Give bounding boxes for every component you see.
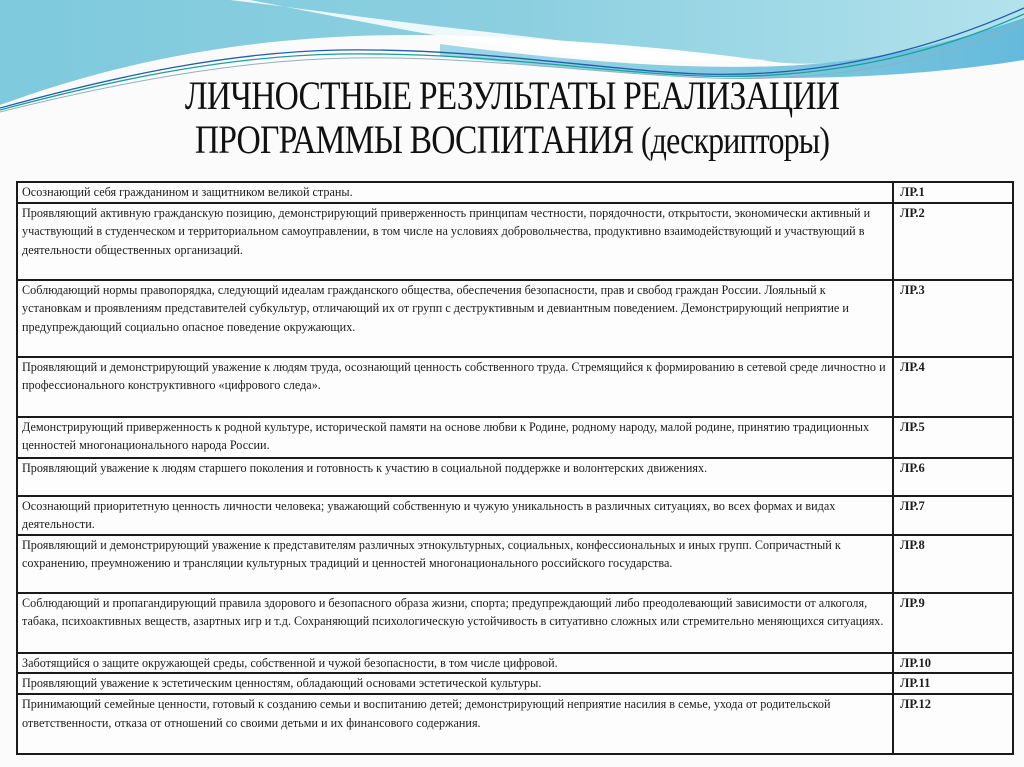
table-row (17, 203, 1013, 280)
table-row (17, 182, 1013, 203)
row-code: ЛР.5 (893, 417, 1013, 458)
row-code: ЛР.11 (893, 673, 1013, 694)
table-row (17, 653, 1013, 674)
table-row (17, 496, 1013, 535)
personal-results-table (16, 181, 1014, 755)
slide-title-line-2-suffix: (дескрипторы) (640, 120, 830, 162)
table-row (17, 417, 1013, 458)
row-code: ЛР.2 (893, 203, 1013, 280)
row-description: Проявляющий и демонстрирующий уважение к людям труда, осознающий ценность собственного труда. Стремящийся к формированию в сетевой среде личностно и профессионального конструктивного «цифрового следа». (17, 357, 893, 417)
row-code: ЛР.8 (893, 535, 1013, 593)
row-description: Проявляющий уважение к людям старшего поколения и готовность к участию в социальной поддержке и волонтерских движениях. (17, 458, 893, 496)
row-description: Принимающий семейные ценности, готовый к созданию семьи и воспитанию детей; демонстрирующий неприятие насилия в семье, ухода от родительской ответственности, отказа от отношений со своими детьми и их финансового содержания. (17, 694, 893, 754)
row-description: Проявляющий и демонстрирующий уважение к представителям различных этнокультурных, социальных, конфессиональных и иных групп. Сопричастный к сохранению, преумножению и трансляции культурных традиций и ценностей многонационального российского государства. (17, 535, 893, 593)
row-description: Соблюдающий нормы правопорядка, следующий идеалам гражданского общества, обеспечения безопасности, прав и свобод граждан России. Лояльный к установкам и проявлениям представителей субкультур, отличающий их от групп с деструктивным и девиантным поведением. Демонстрирующий неприятие и предупреждающий социально опасное поведение окружающих. (17, 280, 893, 357)
table-row (17, 280, 1013, 357)
row-description: Осознающий себя гражданином и защитником великой страны. (17, 182, 893, 203)
row-code: ЛР.3 (893, 280, 1013, 357)
table-row (17, 357, 1013, 417)
row-code: ЛР.9 (893, 593, 1013, 653)
row-code: ЛР.7 (893, 496, 1013, 535)
row-code: ЛР.6 (893, 458, 1013, 496)
table-row (17, 535, 1013, 593)
slide-title-line-2 (82, 118, 942, 163)
row-description: Проявляющий уважение к эстетическим ценностям, обладающий основами эстетической культуры. (17, 673, 893, 694)
row-description: Проявляющий активную гражданскую позицию, демонстрирующий приверженность принципам честности, порядочности, открытости, экономически активный и участвующий в студенческом и территориальном самоуправлении, в том числе на условиях добровольчества, продуктивно взаимодействующий и участвующий в деятельности общественных организаций. (17, 203, 893, 280)
row-description: Демонстрирующий приверженность к родной культуре, исторической памяти на основе любви к Родине, родному народу, малой родине, принятию традиционных ценностей многонационального народа России. (17, 417, 893, 458)
row-code: ЛР.10 (893, 653, 1013, 674)
row-description: Соблюдающий и пропагандирующий правила здорового и безопасного образа жизни, спорта; предупреждающий либо преодолевающий зависимости от алкоголя, табака, психоактивных веществ, азартных игр и т.д. Сохраняющий психологическую устойчивость в ситуативно сложных или стремительно меняющихся ситуациях. (17, 593, 893, 653)
slide-title (82, 74, 942, 163)
slide-title-line-2-main: ПРОГРАММЫ ВОСПИТАНИЯ (194, 117, 641, 162)
row-code: ЛР.4 (893, 357, 1013, 417)
row-description: Осознающий приоритетную ценность личности человека; уважающий собственную и чужую уникальность в различных ситуациях, во всех формах и видах деятельности. (17, 496, 893, 535)
slide-title-line-1: ЛИЧНОСТНЫЕ РЕЗУЛЬТАТЫ РЕАЛИЗАЦИИ (184, 73, 840, 118)
row-code: ЛР.1 (893, 182, 1013, 203)
table-row (17, 458, 1013, 496)
table-row (17, 593, 1013, 653)
table-row (17, 673, 1013, 694)
row-code: ЛР.12 (893, 694, 1013, 754)
row-description: Заботящийся о защите окружающей среды, собственной и чужой безопасности, в том числе цифровой. (17, 653, 893, 674)
table-row (17, 694, 1013, 754)
